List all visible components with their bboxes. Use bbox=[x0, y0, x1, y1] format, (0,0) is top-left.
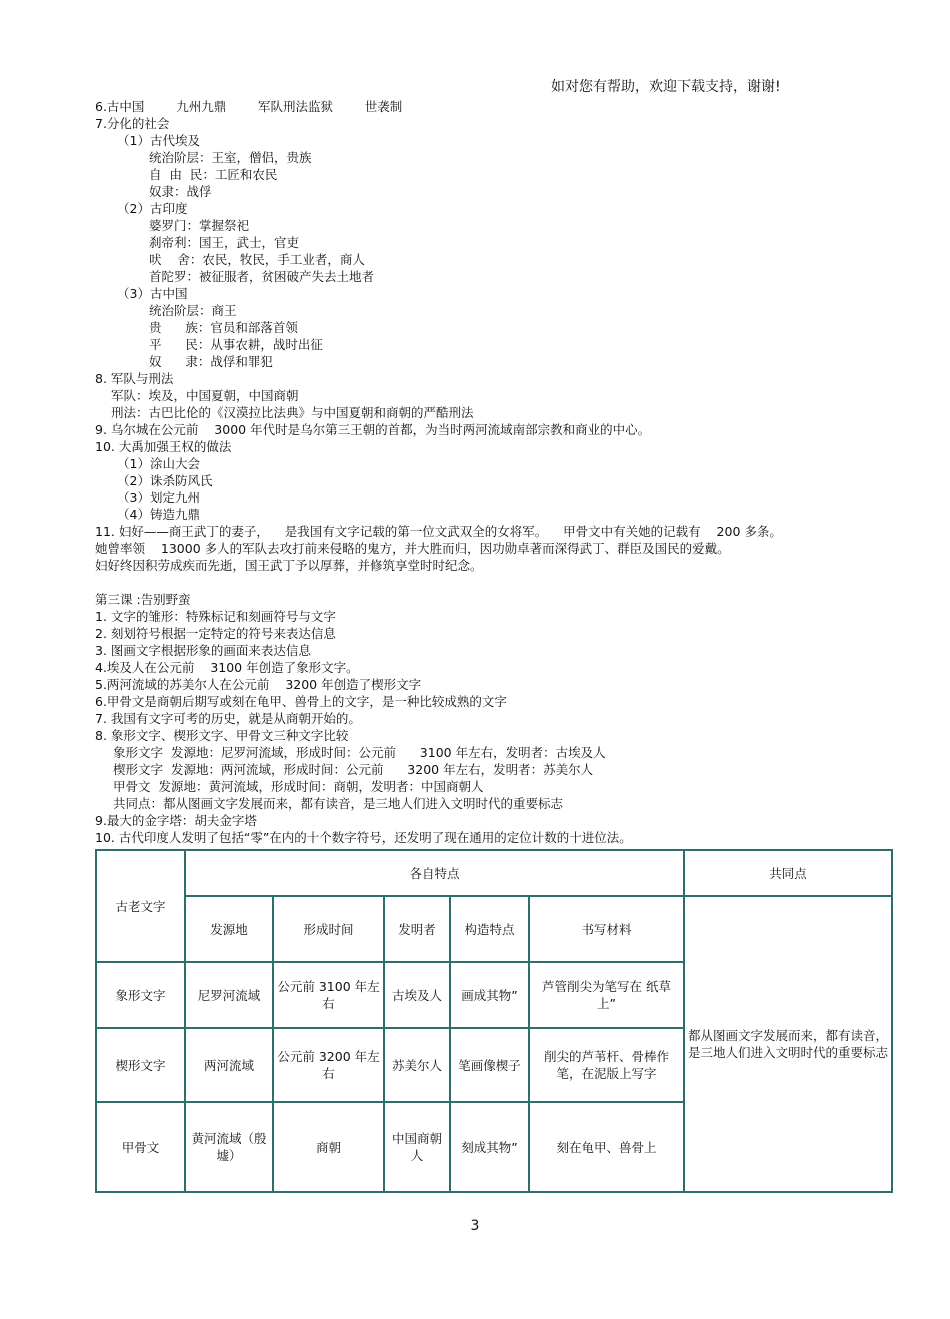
table-cell: 两河流域 bbox=[185, 1028, 273, 1102]
text-line: 7.分化的社会 bbox=[95, 116, 170, 131]
text-line: 妇好终因积劳成疾而先逝，国王武丁予以厚葬，并修筑享堂时时纪念。 bbox=[95, 558, 483, 573]
table-cell: 削尖的芦苇杆、骨棒作笔，在泥版上写字 bbox=[529, 1028, 684, 1102]
text-line: 她曾率领 13000 多人的军队去攻打前来侵略的鬼方，并大胜而归，因功勋卓著而深得武丁、群臣及国民的爱戴。 bbox=[95, 541, 730, 556]
column-header: 书写材料 bbox=[529, 896, 684, 962]
text-line: 9.最大的金字塔：胡夫金字塔 bbox=[95, 813, 257, 828]
text-line: 象形文字 发源地：尼罗河流域，形成时间：公元前 3100 年左右，发明者：古埃及人 bbox=[113, 745, 606, 760]
table-cell: 刻在龟甲、兽骨上 bbox=[529, 1102, 684, 1192]
text-line: 婆罗门：掌握祭祀 bbox=[149, 218, 250, 233]
text-line: 楔形文字 发源地：两河流域，形成时间：公元前 3200 年左右，发明者：苏美尔人 bbox=[113, 762, 594, 777]
column-header: 发明者 bbox=[384, 896, 450, 962]
column-header: 形成时间 bbox=[273, 896, 384, 962]
text-line: 10. 大禹加强王权的做法 bbox=[95, 439, 232, 454]
text-line: 统治阶层：王室，僧侣，贵族 bbox=[149, 150, 312, 165]
text-line: 10. 古代印度人发明了包括“零”在内的十个数字符号，还发明了现在通用的定位计数的十进位法。 bbox=[95, 830, 632, 845]
text-line: 自 由 民：工匠和农民 bbox=[149, 167, 278, 182]
text-line: 刑法：古巴比伦的《汉漠拉比法典》与中国夏朝和商朝的严酷刑法 bbox=[111, 405, 474, 420]
column-header: 构造特点 bbox=[450, 896, 529, 962]
column-header: 发源地 bbox=[185, 896, 273, 962]
table-cell: 黄河流域（殷墟） bbox=[185, 1102, 273, 1192]
text-line: 11. 妇好——商王武丁的妻子， 是我国有文字记载的第一位文武双全的女将军。 甲骨文中有关她的记载有 200 多条。 bbox=[95, 524, 782, 539]
table-common-header: 共同点 bbox=[684, 850, 892, 896]
text-line: （3）古中国 bbox=[117, 286, 188, 301]
text-line: 4.埃及人在公元前 3100 年创造了象形文字。 bbox=[95, 660, 359, 675]
comparison-table bbox=[95, 849, 893, 1193]
table-cell: 尼罗河流域 bbox=[185, 962, 273, 1028]
table-cell: 公元前 3200 年左右 bbox=[273, 1028, 384, 1102]
table-cell: 芦管削尖为笔写在 纸草上” bbox=[529, 962, 684, 1028]
spacer bbox=[95, 574, 925, 591]
comparison-table-wrapper bbox=[95, 849, 893, 1193]
text-line: 奴隶：战俘 bbox=[149, 184, 212, 199]
text-line: 5.两河流域的苏美尔人在公元前 3200 年创造了楔形文字 bbox=[95, 677, 422, 692]
table-cell: 刻成其物” bbox=[450, 1102, 529, 1192]
table-group-header: 各自特点 bbox=[185, 850, 684, 896]
text-line: （1）古代埃及 bbox=[117, 133, 200, 148]
document-body bbox=[95, 98, 925, 846]
row-label: 楔形文字 bbox=[96, 1028, 185, 1102]
text-line: 1. 文字的雏形：特殊标记和刻画符号与文字 bbox=[95, 609, 336, 624]
text-line: 7. 我国有文字可考的历史，就是从商朝开始的。 bbox=[95, 711, 361, 726]
text-line: （2）古印度 bbox=[117, 201, 188, 216]
text-line: 6.甲骨文是商朝后期写或刻在龟甲、兽骨上的文字，是一种比较成熟的文字 bbox=[95, 694, 507, 709]
table-common-cell: 都从图画文字发展而来，都有读音，是三地人们进入文明时代的重要标志 bbox=[684, 896, 892, 1192]
table-cell: 苏美尔人 bbox=[384, 1028, 450, 1102]
text-line: 军队：埃及，中国夏朝，中国商朝 bbox=[111, 388, 299, 403]
table-cell: 商朝 bbox=[273, 1102, 384, 1192]
text-line: 平 民：从事农耕，战时出征 bbox=[149, 337, 323, 352]
table-cell: 中国商朝人 bbox=[384, 1102, 450, 1192]
table-cell: 笔画像楔子 bbox=[450, 1028, 529, 1102]
row-label: 象形文字 bbox=[96, 962, 185, 1028]
table-corner-cell: 古老文字 bbox=[96, 850, 185, 962]
table-cell: 公元前 3100 年左右 bbox=[273, 962, 384, 1028]
table-cell: 古埃及人 bbox=[384, 962, 450, 1028]
text-line: 甲骨文 发源地：黄河流域，形成时间：商朝，发明者：中国商朝人 bbox=[113, 779, 484, 794]
text-line: 统治阶层：商王 bbox=[149, 303, 237, 318]
row-label: 甲骨文 bbox=[96, 1102, 185, 1192]
header-note: 如对您有帮助，欢迎下载支持，谢谢! bbox=[551, 79, 781, 95]
text-line: 8. 象形文字、楔形文字、甲骨文三种文字比较 bbox=[95, 728, 349, 743]
text-line: 首陀罗：被征服者，贫困破产失去土地者 bbox=[149, 269, 375, 284]
text-line: 9. 乌尔城在公元前 3000 年代时是乌尔第三王朝的首都，为当时两河流域南部宗教和商业的中心。 bbox=[95, 422, 651, 437]
text-line: （4）铸造九鼎 bbox=[117, 507, 200, 522]
text-line: 2. 刻划符号根据一定特定的符号来表达信息 bbox=[95, 626, 336, 641]
section-title: 第三课 :告别野蛮 bbox=[95, 592, 191, 607]
text-line: 8. 军队与刑法 bbox=[95, 371, 174, 386]
text-line: 奴 隶：战俘和罪犯 bbox=[149, 354, 273, 369]
text-line: 吠 舍：农民，牧民，手工业者，商人 bbox=[149, 252, 365, 267]
text-line: （3）划定九州 bbox=[117, 490, 200, 505]
text-line: （1）涂山大会 bbox=[117, 456, 200, 471]
text-line: 3. 图画文字根据形象的画面来表达信息 bbox=[95, 643, 311, 658]
text-line: 刹帝利：国王，武士，官吏 bbox=[149, 235, 300, 250]
text-line: 6.古中国 九州九鼎 军队刑法监狱 世袭制 bbox=[95, 99, 403, 114]
text-line: 共同点：都从图画文字发展而来，都有读音，是三地人们进入文明时代的重要标志 bbox=[113, 796, 564, 811]
text-line: 贵 族：官员和部落首领 bbox=[149, 320, 298, 335]
page-number: 3 bbox=[470, 1218, 480, 1234]
table-cell: 画成其物” bbox=[450, 962, 529, 1028]
text-line: （2）诛杀防风氏 bbox=[117, 473, 213, 488]
